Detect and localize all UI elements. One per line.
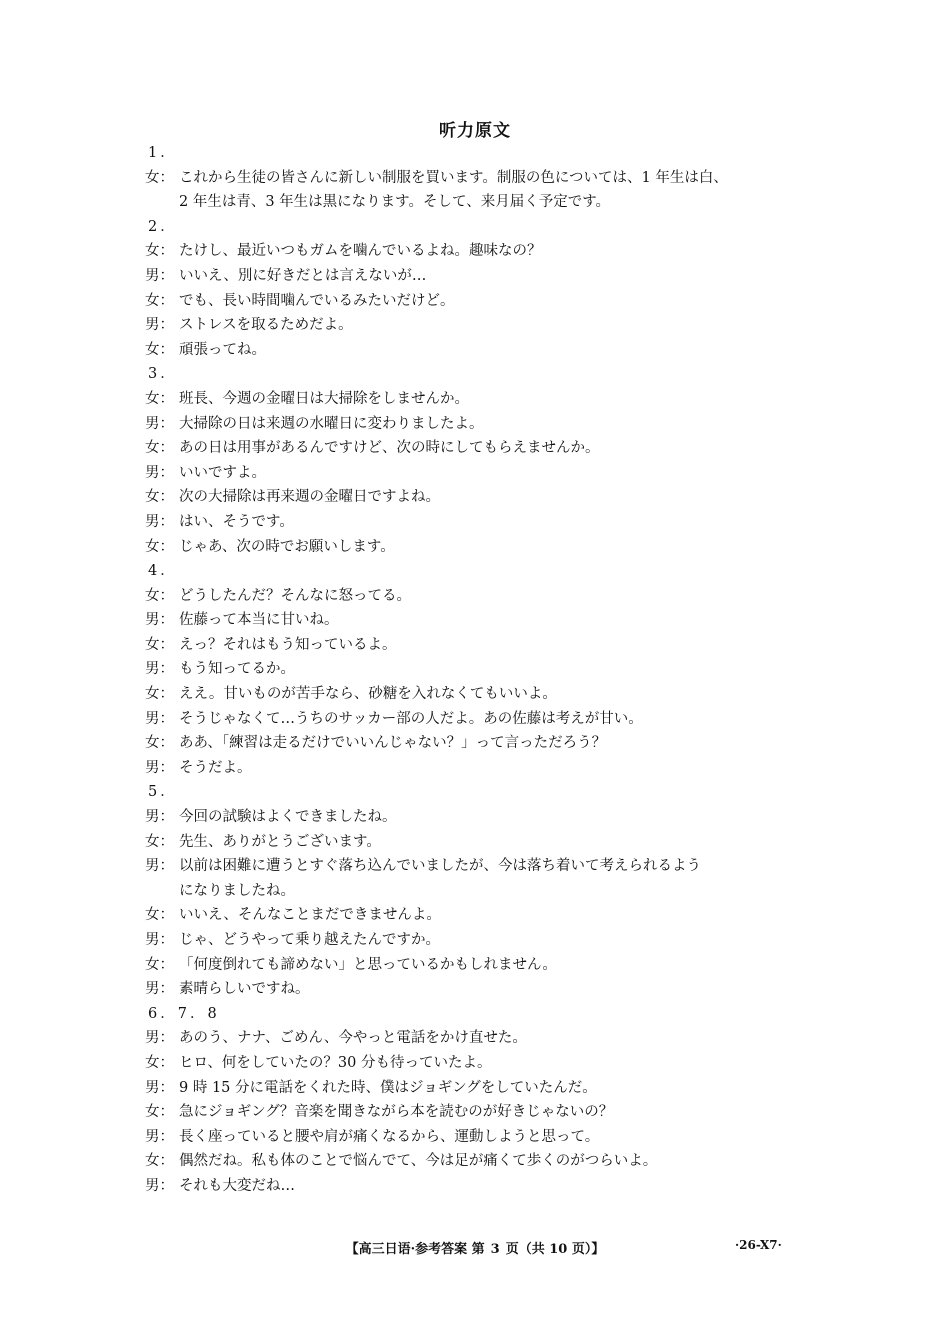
dialogue-text: そうじゃなくて…うちのサッカー部の人だよ。あの佐藤は考えが甘い。 bbox=[179, 710, 643, 727]
transcript-body bbox=[145, 141, 825, 1199]
speaker-label: 男： bbox=[145, 858, 174, 875]
dialogue-line bbox=[145, 510, 825, 535]
dialogue-text: それも大変だね… bbox=[179, 1177, 295, 1194]
dialogue-text: 9 時 15 分に電話をくれた時、僕はジョギングをしていたんだ。 bbox=[179, 1079, 597, 1096]
dialogue-text: あの日は用事があるんですけど、次の時にしてもらえませんか。 bbox=[179, 440, 600, 457]
section-number: 5． bbox=[148, 784, 178, 801]
speaker-label: 男： bbox=[145, 1079, 174, 1096]
dialogue-text: 急にジョギング？音楽を聞きながら本を読むのが好きじゃないの？ bbox=[179, 1104, 614, 1121]
dialogue-text: もう知ってるか。 bbox=[179, 661, 295, 678]
dialogue-line bbox=[145, 412, 825, 437]
dialogue-line bbox=[145, 953, 825, 978]
dialogue-line bbox=[145, 1100, 825, 1125]
speaker-label: 男： bbox=[145, 1030, 174, 1047]
speaker-label: 男： bbox=[145, 267, 174, 284]
dialogue-text: あのう、ナナ、ごめん、今やっと電話をかけ直せた。 bbox=[179, 1030, 527, 1047]
dialogue-line bbox=[145, 707, 825, 732]
dialogue-line bbox=[145, 289, 825, 314]
dialogue-line bbox=[145, 731, 825, 756]
speaker-label: 女： bbox=[145, 390, 174, 407]
speaker-label: 女： bbox=[145, 169, 174, 186]
dialogue-line bbox=[145, 313, 825, 338]
section-number: 6．7．8 bbox=[148, 1005, 220, 1022]
footer-total: 页（共 10 页）】 bbox=[505, 1242, 605, 1257]
dialogue-text: でも、長い時間噛んでいるみたいだけど。 bbox=[179, 292, 455, 309]
speaker-label: 女： bbox=[145, 243, 174, 260]
speaker-label: 女： bbox=[145, 538, 174, 555]
page-number: 3 bbox=[490, 1242, 500, 1257]
speaker-label: 女： bbox=[145, 292, 174, 309]
dialogue-line bbox=[145, 436, 825, 461]
dialogue-line bbox=[145, 1174, 825, 1199]
dialogue-text: そうだよ。 bbox=[179, 759, 252, 776]
dialogue-text: 佐藤って本当に甘いね。 bbox=[179, 612, 339, 629]
dialogue-text: えっ？それはもう知っているよ。 bbox=[179, 636, 397, 653]
dialogue-line bbox=[145, 1125, 825, 1150]
dialogue-line bbox=[145, 830, 825, 855]
dialogue-text: これから生徒の皆さんに新しい制服を買います。制服の色については、1 年生は白、 bbox=[179, 169, 728, 186]
speaker-label: 女： bbox=[145, 1054, 174, 1071]
speaker-label: 男： bbox=[145, 932, 174, 948]
dialogue-line bbox=[145, 633, 825, 658]
dialogue-continuation: になりましたね。 bbox=[179, 882, 295, 899]
dialogue-line bbox=[145, 1149, 825, 1174]
speaker-label: 男： bbox=[145, 1177, 174, 1194]
dialogue-line bbox=[145, 657, 825, 682]
dialogue-line bbox=[145, 1051, 825, 1076]
speaker-label: 女： bbox=[145, 440, 174, 457]
dialogue-text: いいですよ。 bbox=[179, 464, 266, 481]
speaker-label: 女： bbox=[145, 489, 174, 506]
page-title: 听力原文 bbox=[439, 121, 511, 141]
dialogue-line bbox=[145, 977, 825, 1002]
dialogue-text: 素晴らしいですね。 bbox=[179, 981, 310, 998]
speaker-label: 男： bbox=[145, 981, 174, 998]
dialogue-line bbox=[145, 1026, 825, 1051]
section-number: 1． bbox=[148, 145, 178, 161]
speaker-label: 女： bbox=[145, 636, 174, 653]
dialogue-text: 大掃除の日は来週の水曜日に変わりましたよ。 bbox=[179, 415, 484, 432]
speaker-label: 女： bbox=[145, 587, 174, 604]
dialogue-text: ええ。甘いものが苦手なら、砂糖を入れなくてもいいよ。 bbox=[179, 686, 557, 703]
speaker-label: 女： bbox=[145, 907, 174, 924]
speaker-label: 男： bbox=[145, 513, 174, 530]
speaker-label: 女： bbox=[145, 686, 174, 703]
speaker-label: 女： bbox=[145, 735, 174, 752]
footer-label: 【高三日语·参考答案 第 bbox=[345, 1242, 485, 1257]
dialogue-text: じゃあ、次の時でお願いします。 bbox=[179, 538, 395, 555]
speaker-label: 女： bbox=[145, 1153, 174, 1170]
speaker-label: 男： bbox=[145, 1128, 174, 1145]
dialogue-text: じゃ、どうやって乗り越えたんですか。 bbox=[179, 932, 440, 948]
dialogue-line bbox=[145, 854, 825, 879]
dialogue-text: 先生、ありがとうございます。 bbox=[179, 833, 381, 850]
speaker-label: 男： bbox=[145, 612, 174, 629]
dialogue-line bbox=[145, 338, 825, 363]
dialogue-line bbox=[145, 387, 825, 412]
dialogue-text: 「何度倒れても諦めない」と思っているかもしれません。 bbox=[179, 956, 557, 973]
speaker-label: 男： bbox=[145, 759, 174, 776]
dialogue-text: いいえ、別に好きだとは言えないが… bbox=[179, 267, 427, 284]
dialogue-line bbox=[145, 584, 825, 609]
dialogue-text: たけし、最近いつもガムを噛んでいるよね。趣味なの？ bbox=[179, 243, 542, 260]
dialogue-text: 長く座っていると腰や肩が痛くなるから、運動しようと思って。 bbox=[179, 1128, 600, 1145]
dialogue-text: 偶然だね。私も体のことで悩んでて、今は足が痛くて歩くのがつらいよ。 bbox=[179, 1153, 658, 1170]
dialogue-line bbox=[145, 239, 825, 264]
speaker-label: 女： bbox=[145, 956, 174, 973]
dialogue-line bbox=[145, 805, 825, 830]
dialogue-line bbox=[145, 1076, 825, 1101]
speaker-label: 女： bbox=[145, 341, 174, 358]
dialogue-line bbox=[145, 903, 825, 928]
speaker-label: 女： bbox=[145, 833, 174, 850]
section-number: 3． bbox=[148, 366, 178, 383]
dialogue-text: ヒロ、何をしていたの？30 分も待っていたよ。 bbox=[179, 1054, 492, 1071]
exam-code: ·26-X7· bbox=[735, 1238, 782, 1252]
dialogue-continuation: 2 年生は青、3 年生は黒になります。そして、来月届く予定です。 bbox=[179, 194, 611, 211]
dialogue-text: 今回の試験はよくできましたね。 bbox=[179, 809, 397, 826]
dialogue-text: 以前は困難に遭うとすぐ落ち込んでいましたが、今は落ち着いて考えられるよう bbox=[179, 858, 701, 875]
section-number: 4． bbox=[148, 563, 178, 580]
dialogue-line bbox=[145, 928, 825, 953]
dialogue-line bbox=[145, 682, 825, 707]
section-number: 2． bbox=[148, 218, 178, 235]
dialogue-line bbox=[145, 485, 825, 510]
dialogue-line bbox=[145, 756, 825, 781]
dialogue-line bbox=[145, 264, 825, 289]
dialogue-text: ああ、「練習は走るだけでいいんじゃない？」って言っただろう？ bbox=[179, 735, 607, 752]
speaker-label: 男： bbox=[145, 661, 174, 678]
dialogue-text: どうしたんだ？そんなに怒ってる。 bbox=[179, 587, 411, 604]
dialogue-line bbox=[145, 166, 825, 191]
dialogue-text: いいえ、そんなことまだできませんよ。 bbox=[179, 907, 441, 924]
dialogue-line bbox=[145, 535, 825, 560]
dialogue-line bbox=[145, 608, 825, 633]
dialogue-line bbox=[145, 461, 825, 486]
dialogue-text: 次の大掃除は再来週の金曜日ですよね。 bbox=[179, 489, 440, 506]
speaker-label: 男： bbox=[145, 464, 174, 481]
speaker-label: 女： bbox=[145, 1104, 174, 1121]
dialogue-text: ストレスを取るためだよ。 bbox=[179, 317, 353, 334]
dialogue-text: 班長、今週の金曜日は大掃除をしませんか。 bbox=[179, 390, 469, 407]
speaker-label: 男： bbox=[145, 415, 174, 432]
speaker-label: 男： bbox=[145, 317, 174, 334]
dialogue-text: 頑張ってね。 bbox=[179, 341, 266, 358]
speaker-label: 男： bbox=[145, 809, 174, 826]
dialogue-text: はい、そうです。 bbox=[179, 513, 294, 530]
speaker-label: 男： bbox=[145, 710, 174, 727]
page-footer bbox=[0, 1238, 950, 1257]
